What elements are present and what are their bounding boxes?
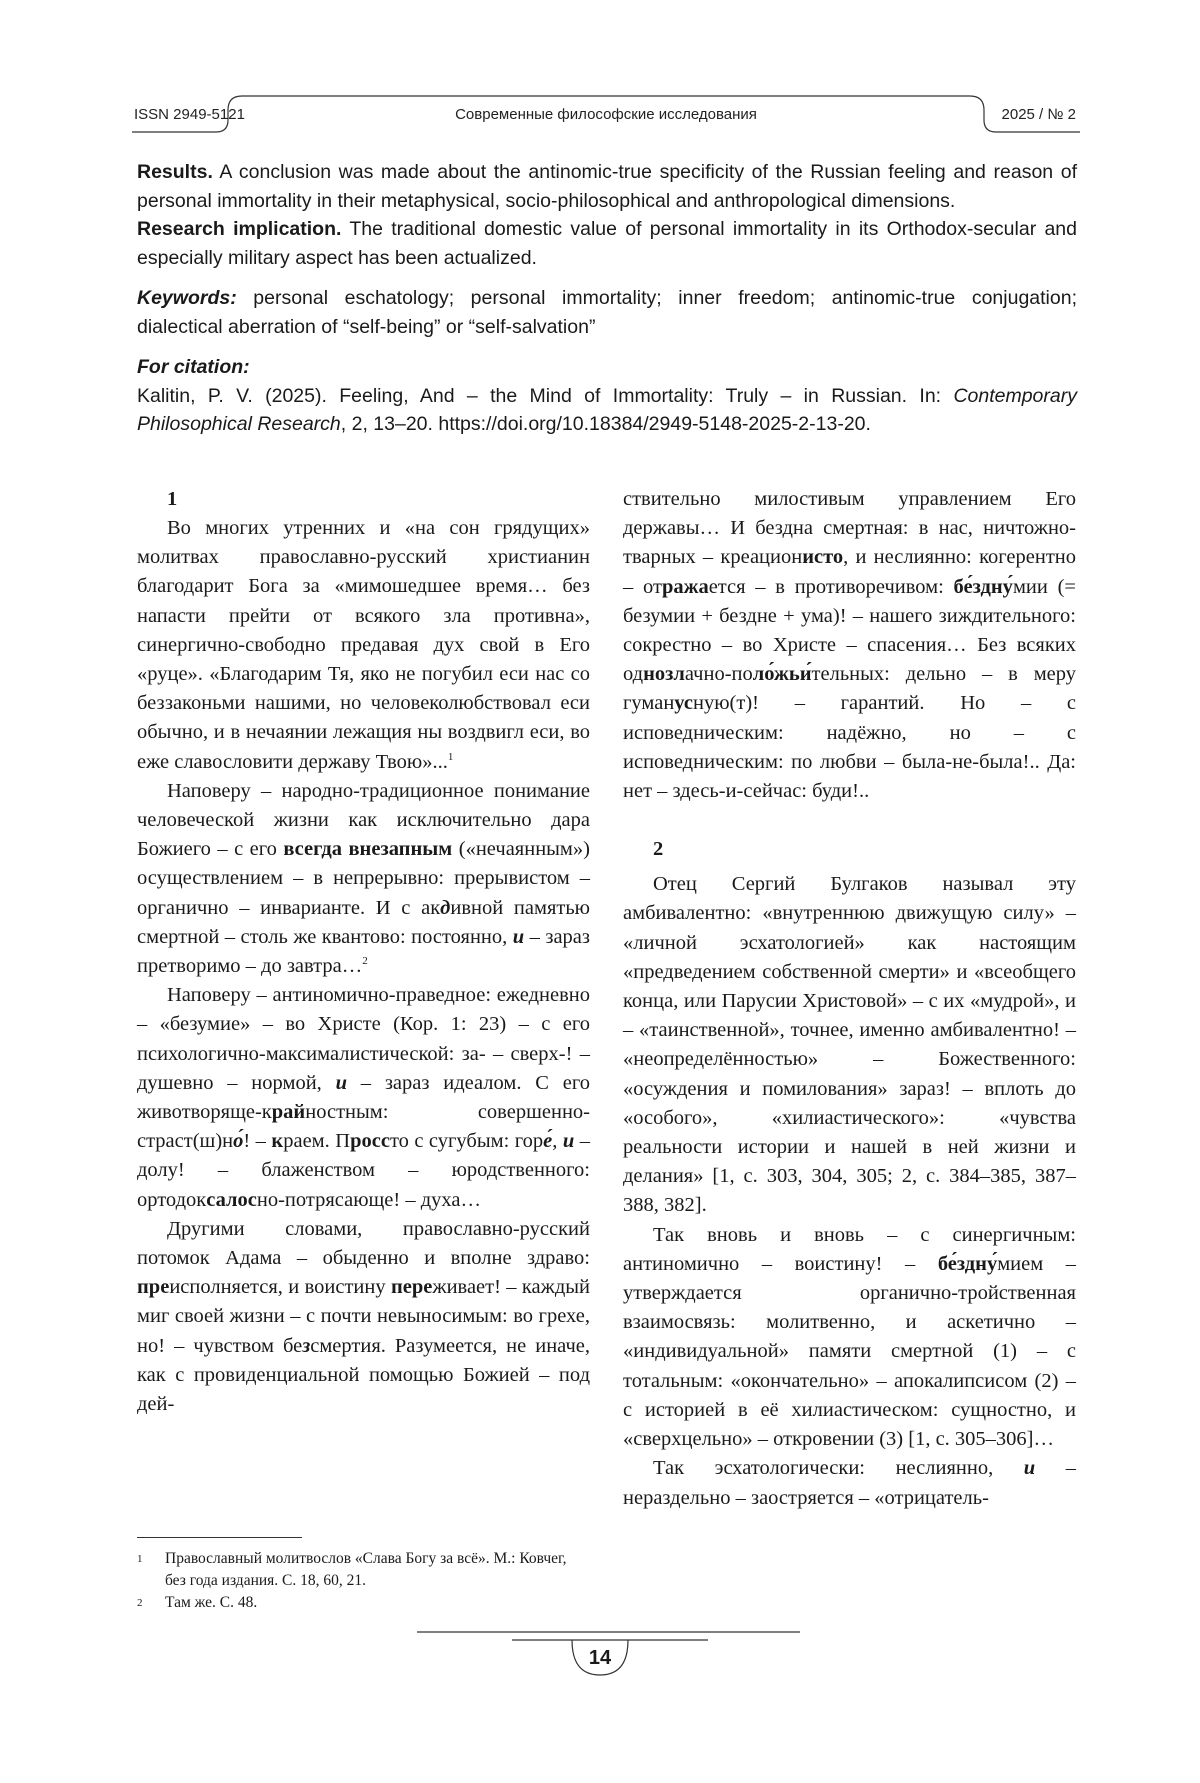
implication-paragraph <box>137 215 1077 272</box>
emphasis: д <box>440 896 451 919</box>
emphasis: пере <box>390 1276 433 1299</box>
text: то с сугубым: гор <box>389 1130 544 1153</box>
footnote-mark: 1 <box>137 1553 143 1565</box>
emphasis: и <box>335 1071 347 1094</box>
keywords-text: personal eschatology; personal immortality; inner freedom; antinomic-true conjugation; dialectical aberration of “self-being” or “self-salvation” <box>137 287 1077 338</box>
keywords-label: Keywords: <box>137 287 237 309</box>
emphasis: бе́здну́ <box>937 1252 998 1275</box>
text: ется – в противоречивом: <box>708 575 954 598</box>
paragraph <box>137 514 590 777</box>
text: ностным: совершенно-страст(ш)н <box>137 1101 590 1153</box>
footnote-item <box>137 1592 590 1614</box>
emphasis: е́ <box>543 1130 553 1153</box>
footnote-ref[interactable]: 1 <box>447 750 454 763</box>
emphasis: всегда внезапным <box>283 838 453 861</box>
emphasis: и <box>512 925 525 948</box>
journal-title: Современные философские исследования <box>455 106 757 123</box>
text: Другими словами, православно-русский потомок Адама – обыденно и вполне здраво: <box>137 1217 590 1270</box>
paragraph <box>137 981 590 1215</box>
emphasis: и <box>562 1130 575 1153</box>
paragraph <box>623 1454 1076 1512</box>
citation-doi: , 2, 13–20. https://doi.org/10.18384/2949-5148-2025-2-13-20. <box>340 413 871 435</box>
citation-label: For citation: <box>137 356 250 378</box>
running-header <box>132 92 1080 140</box>
text: ачно-по <box>684 663 753 686</box>
text: ную(т)! – гарантий. Но – с исповедническим: надёжно, но – с исповедническим: по любви – была-не-была!.. Да: нет – здесь-и-сейчас: буди!.. <box>623 692 1076 803</box>
issn-label: ISSN 2949-5121 <box>134 106 245 123</box>
text: ивной памятью смертной – столь же квантово: постоянно, <box>137 896 590 948</box>
text: исполняется, и воистину <box>169 1276 391 1299</box>
text: – нераздельно – заостряется – «отрицатель- <box>623 1457 1076 1509</box>
citation-label-line <box>137 353 1077 382</box>
emphasis: ража <box>661 575 709 598</box>
english-abstract <box>137 158 1077 439</box>
text: Так эсхатологически: неслиянно, <box>653 1457 1024 1480</box>
footnote-text: Там же. С. 48. <box>165 1594 258 1611</box>
text: («нечаянным») осуществлением – в непрерывно: прерывистом – органично – инварианте. И с ак <box>137 838 590 919</box>
footnote-mark: 2 <box>137 1597 143 1609</box>
text: , и неслиянно: когерентно – от <box>623 546 1076 598</box>
results-text: A conclusion was made about the antinomic-true specificity of the Russian feeling and reason of personal immortality in their metaphysical, socio-philosophical and anthropological dimensions. <box>137 161 1077 212</box>
text: но-потрясающе! – духа… <box>256 1188 481 1211</box>
issue-label: 2025 / № 2 <box>1001 106 1076 123</box>
page-number: 14 <box>588 1647 612 1669</box>
text: живает! – каждый миг своей жизни – с почти невыносимым: во грехе, но! – чувством бе <box>137 1276 590 1357</box>
paragraph <box>623 1221 1076 1455</box>
paragraph-continued <box>623 485 1076 806</box>
emphasis: з <box>302 1334 311 1357</box>
paragraph <box>137 1215 590 1419</box>
citation-text <box>137 382 1077 439</box>
footnotes <box>137 1548 590 1614</box>
emphasis: и <box>1023 1457 1036 1480</box>
footnote-ref[interactable]: 2 <box>362 955 368 968</box>
left-column <box>137 485 590 1419</box>
page-footer <box>0 1620 1200 1680</box>
text: – зараз идеалом. С его животворяще-к <box>137 1071 590 1124</box>
text: ствительно милостивым управлением Его державы… И бездна смертная: в нас, ничтожно-тварных – креацион <box>623 488 1076 569</box>
emphasis: рай <box>271 1101 306 1124</box>
emphasis: салос <box>206 1188 257 1211</box>
emphasis: ло́жьи́ <box>752 663 812 686</box>
citation-authors: Kalitin, P. V. (2025). Feeling, And – the Mind of Immortality: Truly – in Russian. In: <box>137 384 954 407</box>
emphasis: пре <box>137 1276 170 1299</box>
text: Наповеру – народно-традиционное понимание человеческой жизни как исключительно дара Божиего – с его <box>137 779 590 861</box>
emphasis: бе́здну́ <box>953 575 1013 598</box>
results-label: Results. <box>137 161 213 183</box>
paragraph: Отец Сергий Булгаков называл эту амбивалентно: «внутреннюю движущую силу» – «личной эсхатологией» как настоящим «предведением собственной смерти» и «всеобщего конца, или Парусии Христовой» – с их «мудрой», и – «таинственной», точнее, именно амбивалентно! – «неопределённостью» – Божественного: «осуждения и помилования» зараз! – вплоть до «особого», «хилиастического»: «чувства реальности истории и нашей в ней жизни и делания» [1, с. 303, 304, 305; 2, с. 384–385, 387–388, 382]. <box>623 873 1076 1217</box>
implication-label: Research implication. <box>137 218 342 240</box>
text: – зараз претворимо – до завтра… <box>137 925 590 978</box>
footnote-item <box>137 1548 590 1592</box>
text: тельных: дельно – в меру гуман <box>623 663 1076 715</box>
section-number-2: 2 <box>653 838 664 861</box>
section-number-1: 1 <box>167 488 178 510</box>
citation-journal: Contemporary Philosophical Research <box>137 384 1077 435</box>
footnote-separator <box>137 1537 302 1538</box>
text: ! – <box>243 1130 272 1153</box>
text: Так вновь и вновь – с синергичным: антиномично – воистину! – <box>623 1223 1076 1275</box>
text: раем. П <box>283 1130 351 1153</box>
emphasis: нозл <box>643 663 685 686</box>
footnote-text: Православный молитвослов «Слава Богу за всё». М.: Ковчег, без года издания. С. 18, 60, 21. <box>165 1550 567 1589</box>
implication-text: The traditional domestic value of personal immortality in its Orthodox-secular and especially military aspect has been actualized. <box>137 218 1077 269</box>
text: мием – утверждается органично-тройственная взаимосвязь: молитвенно, и аскетично – «индивидуальной» памяти смертной (1) – с тотальным: «окончательно» – апокалипсисом (2) – с историей в её хилиастическом: сущностно, и «сверхцельно» – откровении (3) [1, с. 305–306]… <box>623 1252 1077 1451</box>
emphasis: ус <box>674 692 694 715</box>
right-column <box>623 485 1076 1513</box>
text: , <box>552 1130 563 1153</box>
text: смертия. Разумеется, не иначе, как с провиденциальной помощью Божией – под дей- <box>137 1334 590 1416</box>
keywords-paragraph <box>137 284 1077 341</box>
emphasis: к <box>271 1130 284 1153</box>
paragraph-text: Во многих утренних и «на сон грядущих» молитвах православно-русский христианин благодарит Бога за «мимошедшее время… без напасти прейти от всякого зла противна», синергично-свободно предавая дух свой в Его «руце». «Благодарим Тя, яко не погубил еси нас со беззаконьми нашими, но человеколюбствовал еси обычно, и в нечаянии лежащия ны воздвигл еси, во еже славословити державу Твою»... <box>137 517 590 773</box>
paragraph <box>137 777 590 981</box>
emphasis: исто <box>802 546 844 569</box>
text: мии (= безумии + бездне + ума)! – нашего зиждительного: сокрестно – во Христе – спасения… Без всяких од <box>623 575 1076 686</box>
emphasis: росс <box>350 1130 390 1153</box>
emphasis: о́ <box>233 1130 244 1153</box>
text: Наповеру – антиномично-праведное: ежедневно – «безумие» – во Христе (Кор. 1: 23) – с его психологично-максималистической: за- – сверх-! – душевно – нормой, <box>137 984 590 1094</box>
text: – долу! – блаженством – юродственного: ортодок <box>137 1130 591 1211</box>
results-paragraph <box>137 158 1077 215</box>
